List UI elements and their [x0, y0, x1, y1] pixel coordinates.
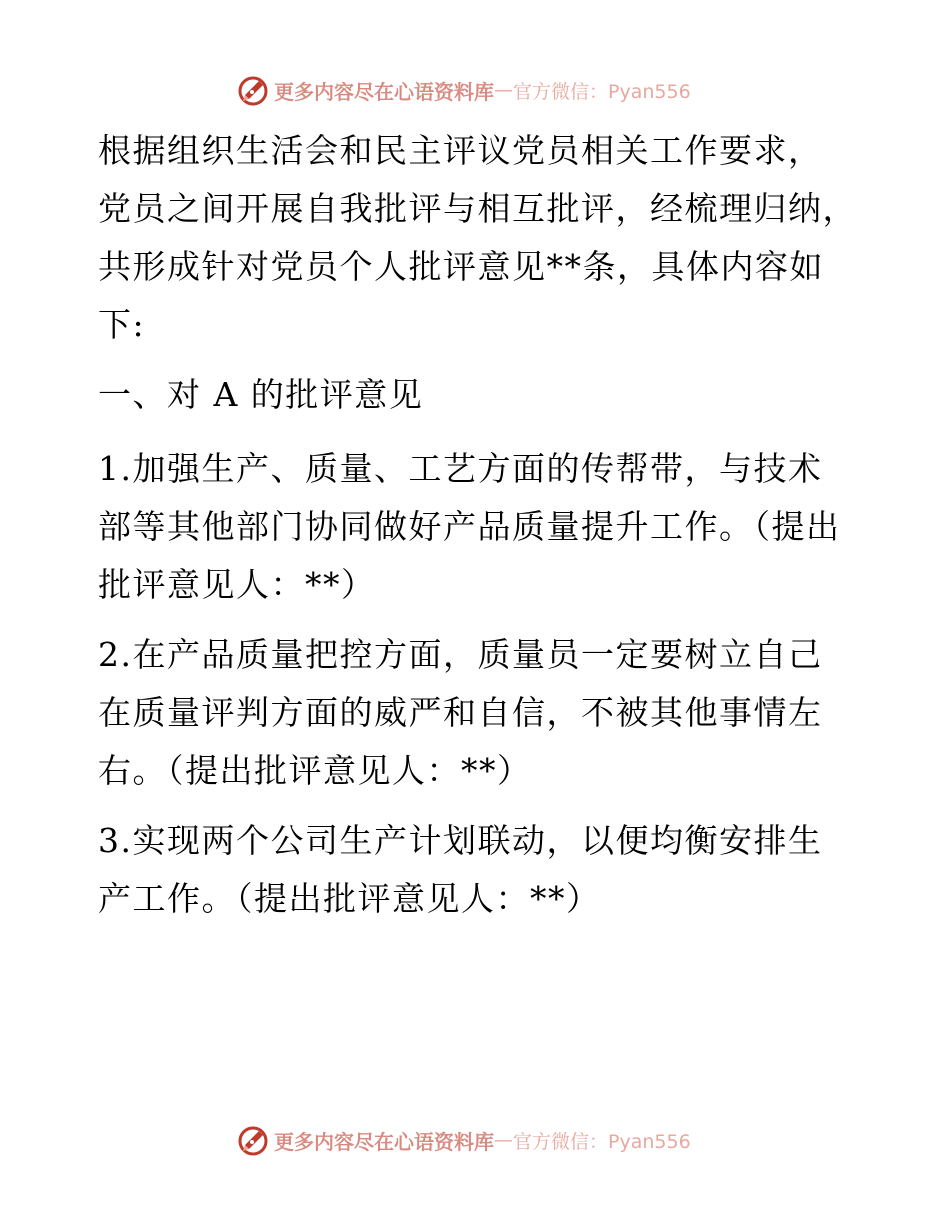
- brand-logo-icon: [236, 1123, 270, 1157]
- item-line: 批评意见人：**）: [98, 565, 376, 604]
- item-line: 在质量评判方面的威严和自信，不被其他事情左: [98, 693, 823, 732]
- watermark-contact-text: 官方微信：Pyan556: [513, 1130, 691, 1153]
- watermark-separator: —: [494, 1129, 513, 1151]
- intro-paragraph: [98, 122, 857, 354]
- intro-line: 根据组织生活会和民主评议党员相关工作要求，: [98, 131, 823, 170]
- section-heading: 一、对 A 的批评意见: [98, 375, 424, 414]
- intro-line: 下:: [98, 305, 146, 344]
- item-line: 3.实现两个公司生产计划联动，以便均衡安排生: [98, 821, 823, 860]
- item-line: 1.加强生产、质量、工艺方面的传帮带，与技术: [98, 449, 823, 488]
- watermark-separator: —: [494, 79, 513, 101]
- item-line: 产工作。（提出批评意见人：**）: [98, 879, 601, 918]
- document-body: [98, 122, 857, 940]
- criticism-item-3: [98, 812, 850, 928]
- watermark-banner-top: [236, 70, 716, 110]
- item-line: 右。（提出批评意见人：**）: [98, 751, 532, 790]
- item-line: 2.在产品质量把控方面，质量员一定要树立自己: [98, 635, 823, 674]
- brand-logo-icon: [236, 73, 270, 107]
- criticism-item-1: [98, 440, 850, 614]
- watermark-brand-text: 更多内容尽在心语资料库: [274, 1129, 494, 1154]
- intro-line: 党员之间开展自我批评与相互批评，经梳理归纳，: [98, 189, 857, 228]
- watermark-contact-text: 官方微信：Pyan556: [513, 80, 691, 103]
- watermark-brand-text: 更多内容尽在心语资料库: [274, 79, 494, 104]
- criticism-item-2: [98, 626, 850, 800]
- item-line: 部等其他部门协同做好产品质量提升工作。（提出: [98, 507, 841, 546]
- watermark-banner-bottom: [236, 1120, 716, 1160]
- intro-line: 共形成针对党员个人批评意见**条，具体内容如: [98, 247, 824, 286]
